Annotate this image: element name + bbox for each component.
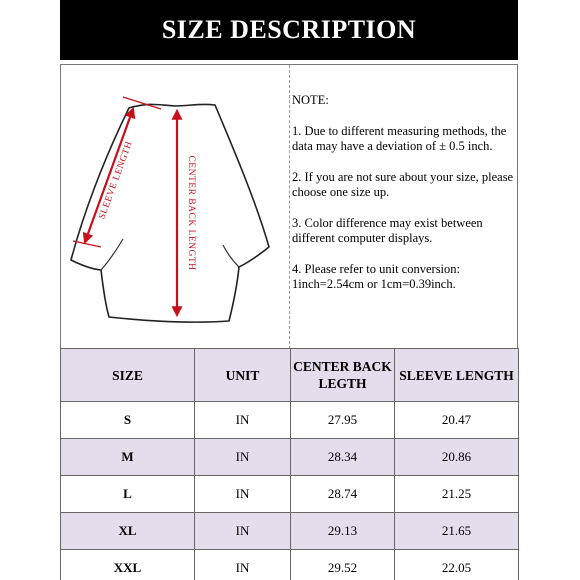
cell-unit: IN xyxy=(195,439,291,476)
header-unit: UNIT xyxy=(195,349,291,402)
cell-unit: IN xyxy=(195,513,291,550)
table-row xyxy=(61,476,519,513)
cell-unit: IN xyxy=(195,476,291,513)
note-item: 2. If you are not sure about your size, please choose one size up. xyxy=(292,169,514,199)
notes-panel xyxy=(292,93,514,293)
header-size: SIZE xyxy=(61,349,195,402)
sleeve-arrow xyxy=(85,109,133,242)
sleeve-length-label: SLEEVE LENGTH xyxy=(97,139,135,221)
cell-center-back-length: 29.13 xyxy=(291,513,395,550)
note-item: 1. Due to different measuring methods, the data may have a deviation of ± 0.5 inch. xyxy=(292,123,507,153)
cell-center-back-length: 28.34 xyxy=(291,439,395,476)
header-center-back-length: CENTER BACK LEGTH xyxy=(291,349,395,402)
garment-diagram xyxy=(61,65,289,349)
sleeve-top-tick xyxy=(123,97,161,109)
size-table xyxy=(60,348,519,580)
table-row xyxy=(61,402,519,439)
cell-sleeve-length: 22.05 xyxy=(395,550,519,580)
center-back-length-label: CENTER BACK LENGTH xyxy=(186,155,196,271)
cell-sleeve-length: 20.86 xyxy=(395,439,519,476)
sleeve-bottom-tick xyxy=(73,241,101,247)
table-header-row xyxy=(61,349,519,402)
cell-sleeve-length: 20.47 xyxy=(395,402,519,439)
cell-center-back-length: 27.95 xyxy=(291,402,395,439)
cell-size: L xyxy=(61,476,195,513)
table-row xyxy=(61,550,519,580)
cell-size: S xyxy=(61,402,195,439)
info-divider xyxy=(289,65,290,349)
note-item: 3. Color difference may exist between different computer displays. xyxy=(292,215,483,245)
cell-size: M xyxy=(61,439,195,476)
cell-unit: IN xyxy=(195,402,291,439)
cell-unit: IN xyxy=(195,550,291,580)
cell-center-back-length: 29.52 xyxy=(291,550,395,580)
table-row xyxy=(61,439,519,476)
title-bar xyxy=(60,0,518,60)
header-sleeve-length: SLEEVE LENGTH xyxy=(395,349,519,402)
cell-size: XL xyxy=(61,513,195,550)
table-row xyxy=(61,513,519,550)
garment-fold-left xyxy=(101,239,123,270)
note-item: 4. Please refer to unit conversion: 1inch=2.54cm or 1cm=0.39inch. xyxy=(292,261,461,291)
cell-sleeve-length: 21.65 xyxy=(395,513,519,550)
page-title: SIZE DESCRIPTION xyxy=(161,15,417,44)
notes-heading: NOTE: xyxy=(292,93,329,107)
cell-sleeve-length: 21.25 xyxy=(395,476,519,513)
info-box xyxy=(60,64,518,350)
cell-size: XXL xyxy=(61,550,195,580)
cell-center-back-length: 28.74 xyxy=(291,476,395,513)
garment-fold-right xyxy=(223,245,239,267)
